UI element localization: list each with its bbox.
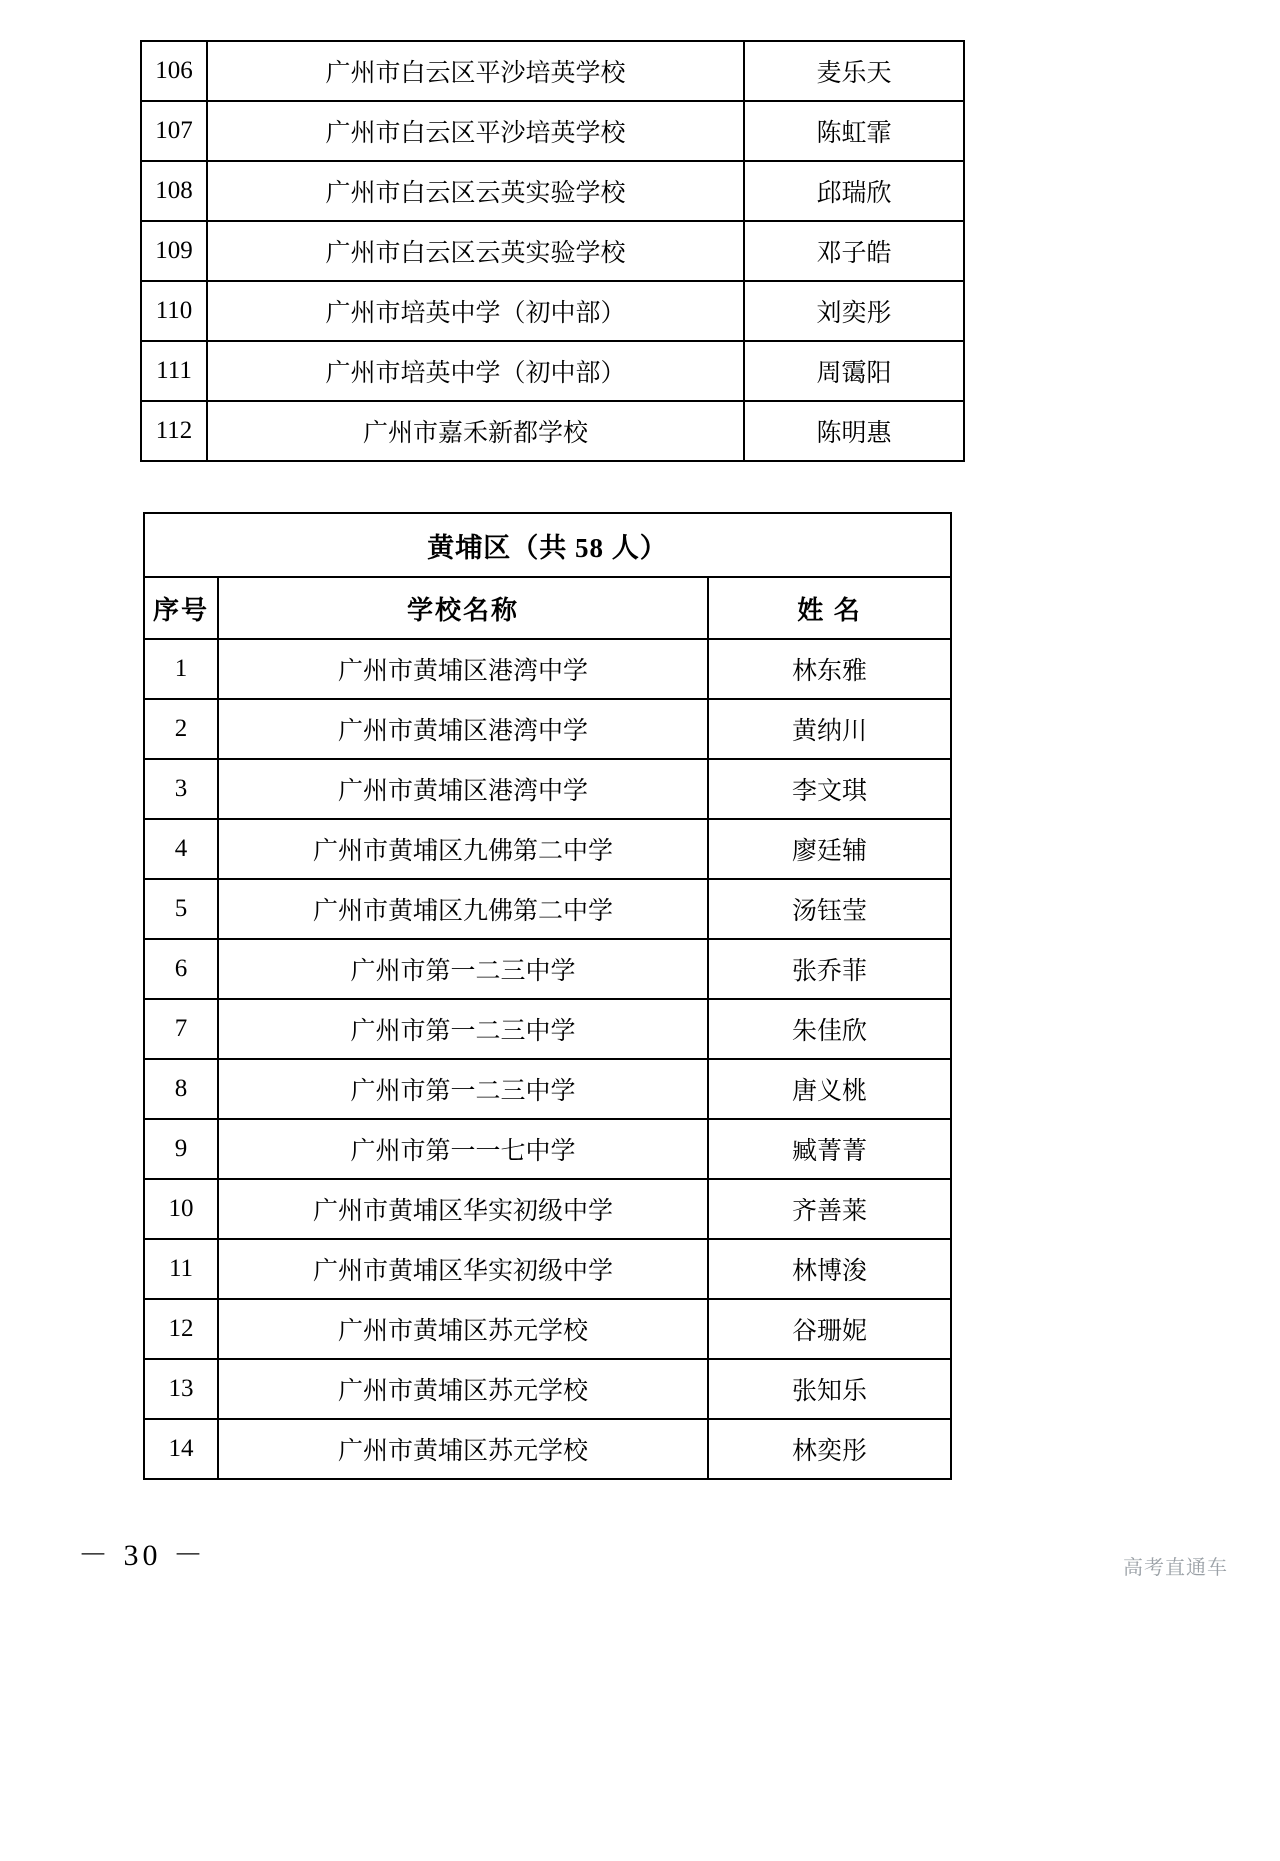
table-row <box>144 939 951 999</box>
row-index: 109 <box>141 221 207 281</box>
row-index: 7 <box>144 999 218 1059</box>
table-title: 黄埔区（共 58 人） <box>144 513 951 577</box>
row-name: 谷珊妮 <box>708 1299 951 1359</box>
row-name: 廖廷辅 <box>708 819 951 879</box>
row-school: 广州市白云区云英实验学校 <box>207 161 744 221</box>
row-index: 8 <box>144 1059 218 1119</box>
row-index: 2 <box>144 699 218 759</box>
row-school: 广州市黄埔区华实初级中学 <box>218 1239 708 1299</box>
row-index: 12 <box>144 1299 218 1359</box>
row-school: 广州市黄埔区华实初级中学 <box>218 1179 708 1239</box>
table-header-row <box>144 577 951 639</box>
row-school: 广州市第一二三中学 <box>218 999 708 1059</box>
table-row <box>141 41 964 101</box>
row-school: 广州市白云区云英实验学校 <box>207 221 744 281</box>
table-row <box>141 101 964 161</box>
row-school: 广州市黄埔区港湾中学 <box>218 639 708 699</box>
watermark-label: 高考直通车 <box>1123 1557 1228 1579</box>
column-header-index: 序号 <box>144 577 218 639</box>
table-title-row <box>144 513 951 577</box>
row-name: 汤钰莹 <box>708 879 951 939</box>
row-school: 广州市白云区平沙培英学校 <box>207 101 744 161</box>
table-row <box>144 1299 951 1359</box>
row-school: 广州市黄埔区苏元学校 <box>218 1359 708 1419</box>
row-index: 11 <box>144 1239 218 1299</box>
row-index: 107 <box>141 101 207 161</box>
row-school: 广州市白云区平沙培英学校 <box>207 41 744 101</box>
table-row <box>144 1419 951 1479</box>
row-name: 陈明惠 <box>744 401 964 461</box>
row-school: 广州市黄埔区九佛第二中学 <box>218 879 708 939</box>
table-row <box>141 281 964 341</box>
table-row <box>144 1359 951 1419</box>
row-index: 3 <box>144 759 218 819</box>
row-index: 10 <box>144 1179 218 1239</box>
row-name: 黄纳川 <box>708 699 951 759</box>
row-school: 广州市第一二三中学 <box>218 939 708 999</box>
row-index: 1 <box>144 639 218 699</box>
table-row <box>144 1059 951 1119</box>
table-row <box>144 1239 951 1299</box>
row-index: 4 <box>144 819 218 879</box>
row-index: 108 <box>141 161 207 221</box>
row-school: 广州市培英中学（初中部） <box>207 341 744 401</box>
page-number: － 30 － <box>78 1539 207 1572</box>
huangpu-district-table-body <box>144 513 951 1479</box>
row-name: 齐善莱 <box>708 1179 951 1239</box>
row-school: 广州市第一二三中学 <box>218 1059 708 1119</box>
continuation-table-body <box>141 41 964 461</box>
huangpu-district-table <box>143 512 952 1480</box>
row-name: 李文琪 <box>708 759 951 819</box>
table-row <box>144 1179 951 1239</box>
row-name: 张乔菲 <box>708 939 951 999</box>
row-index: 13 <box>144 1359 218 1419</box>
row-name: 陈虹霏 <box>744 101 964 161</box>
row-index: 106 <box>141 41 207 101</box>
table-row <box>141 221 964 281</box>
table-row <box>144 759 951 819</box>
continuation-table <box>140 40 965 462</box>
row-index: 111 <box>141 341 207 401</box>
table-row <box>141 341 964 401</box>
row-name: 邱瑞欣 <box>744 161 964 221</box>
row-index: 9 <box>144 1119 218 1179</box>
row-index: 5 <box>144 879 218 939</box>
row-school: 广州市黄埔区九佛第二中学 <box>218 819 708 879</box>
row-name: 张知乐 <box>708 1359 951 1419</box>
row-school: 广州市第一一七中学 <box>218 1119 708 1179</box>
row-school: 广州市黄埔区苏元学校 <box>218 1299 708 1359</box>
column-header-school: 学校名称 <box>218 577 708 639</box>
row-name: 朱佳欣 <box>708 999 951 1059</box>
table-row <box>144 699 951 759</box>
row-name: 林博浚 <box>708 1239 951 1299</box>
table-row <box>144 879 951 939</box>
row-school: 广州市黄埔区苏元学校 <box>218 1419 708 1479</box>
row-name: 林奕彤 <box>708 1419 951 1479</box>
row-school: 广州市黄埔区港湾中学 <box>218 759 708 819</box>
table-row <box>144 639 951 699</box>
row-name: 唐义桃 <box>708 1059 951 1119</box>
row-name: 林东雅 <box>708 639 951 699</box>
row-index: 6 <box>144 939 218 999</box>
table-row <box>144 819 951 879</box>
column-header-name: 姓 名 <box>708 577 951 639</box>
row-name: 周霭阳 <box>744 341 964 401</box>
row-name: 邓子皓 <box>744 221 964 281</box>
table-row <box>144 999 951 1059</box>
row-name: 麦乐天 <box>744 41 964 101</box>
table-row <box>141 161 964 221</box>
row-name: 臧菁菁 <box>708 1119 951 1179</box>
row-school: 广州市黄埔区港湾中学 <box>218 699 708 759</box>
row-name: 刘奕彤 <box>744 281 964 341</box>
row-school: 广州市嘉禾新都学校 <box>207 401 744 461</box>
row-index: 112 <box>141 401 207 461</box>
table-row <box>141 401 964 461</box>
row-school: 广州市培英中学（初中部） <box>207 281 744 341</box>
table-row <box>144 1119 951 1179</box>
row-index: 110 <box>141 281 207 341</box>
row-index: 14 <box>144 1419 218 1479</box>
